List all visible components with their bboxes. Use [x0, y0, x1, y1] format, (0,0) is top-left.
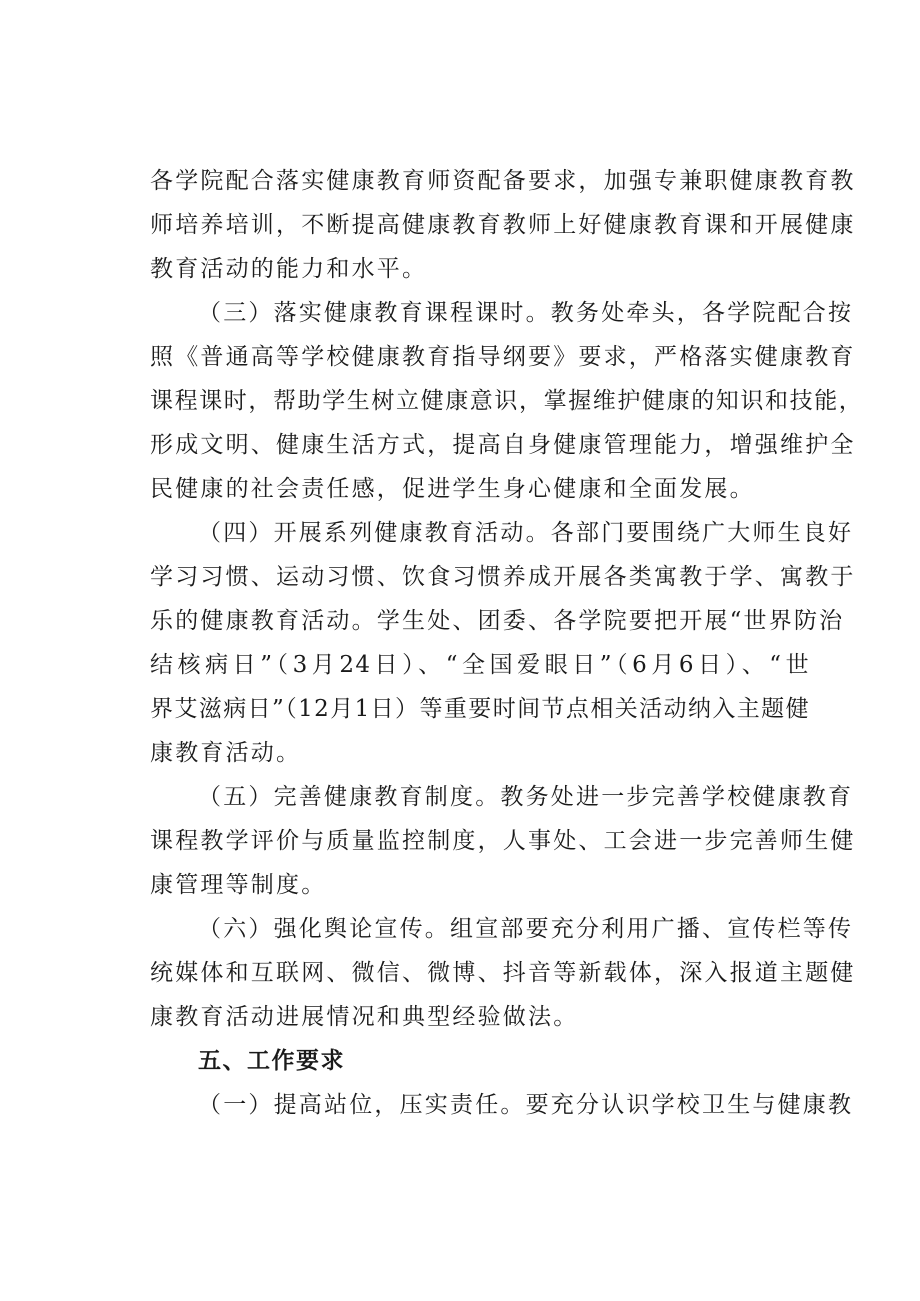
paragraph-line: 课程教学评价与质量监控制度，人事处、工会进一步完善师生健 [150, 828, 856, 854]
paragraph-line: 康教育活动。 [150, 740, 302, 766]
paragraph-line: 统媒体和互联网、微信、微博、抖音等新载体，深入报道主题健 [150, 960, 856, 986]
paragraph-line: 课程课时，帮助学生树立健康意识，掌握维护健康的知识和技能， [150, 388, 864, 414]
paragraph-line: 民健康的社会责任感，促进学生身心健康和全面发展。 [150, 476, 755, 502]
paragraph-line: 康教育活动进展情况和典型经验做法。 [150, 1004, 579, 1030]
paragraph-line: 结核病日”（3月24日）、“全国爱眼日”（6月6日）、“世 [150, 652, 810, 678]
paragraph-line: 形成文明、健康生活方式，提高自身健康管理能力，增强维护全 [150, 432, 856, 458]
paragraph-line: （六）强化舆论宣传。组宣部要充分利用广播、宣传栏等传 [198, 916, 854, 942]
paragraph-line: 照《普通高等学校健康教育指导纲要》要求，严格落实健康教育 [150, 344, 856, 370]
paragraph-line: 师培养培训，不断提高健康教育教师上好健康教育课和开展健康 [150, 212, 856, 238]
paragraph-line: （五）完善健康教育制度。教务处进一步完善学校健康教育 [198, 784, 854, 810]
paragraph-line: 乐的健康教育活动。学生处、团委、各学院要把开展“世界防治 [150, 608, 845, 634]
paragraph-line: 学习习惯、运动习惯、饮食习惯养成开展各类寓教于学、寓教于 [150, 564, 856, 590]
paragraph-line: （三）落实健康教育课程课时。教务处牵头，各学院配合按 [198, 300, 854, 326]
section-heading: 五、工作要求 [198, 1048, 345, 1074]
paragraph-line: （四）开展系列健康教育活动。各部门要围绕广大师生良好 [198, 520, 854, 546]
paragraph-line: 界艾滋病日”（12月1日）等重要时间节点相关活动纳入主题健 [150, 696, 810, 722]
paragraph-line: （一）提高站位，压实责任。要充分认识学校卫生与健康教 [198, 1092, 854, 1118]
paragraph-line: 教育活动的能力和水平。 [150, 256, 428, 282]
paragraph-line: 康管理等制度。 [150, 872, 327, 898]
paragraph-line: 各学院配合落实健康教育师资配备要求，加强专兼职健康教育教 [150, 168, 856, 194]
